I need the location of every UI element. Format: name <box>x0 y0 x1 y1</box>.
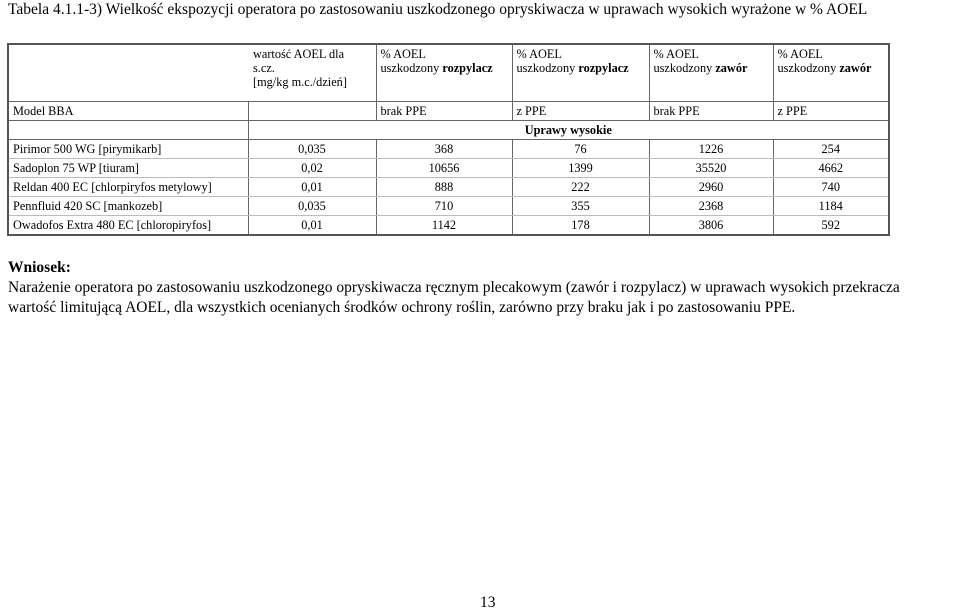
header-col-2 <box>512 44 649 102</box>
header-col-4-line1: % AOEL <box>777 47 823 61</box>
model-label: Model BBA <box>8 102 248 121</box>
aoel-value: 0,02 <box>248 159 376 178</box>
value-cell: 3806 <box>649 216 773 236</box>
aoel-value: 0,035 <box>248 140 376 159</box>
header-col-3-prefix: uszkodzony <box>653 61 716 75</box>
conclusion-line-2: wartość limitującą AOEL, dla wszystkich ocenianych środków ochrony roślin, zarówno przy braku jak i po zastosowaniu PPE. <box>8 299 796 316</box>
value-cell: 254 <box>773 140 889 159</box>
product-name: Sadoplon 75 WP [tiuram] <box>8 159 248 178</box>
value-cell: 1142 <box>376 216 512 236</box>
header-aoel-value <box>248 44 376 102</box>
section-title: Uprawy wysokie <box>248 121 889 140</box>
header-aoel-line1: wartość AOEL dla <box>253 47 345 61</box>
value-cell: 178 <box>512 216 649 236</box>
product-name: Pennfluid 420 SC [mankozeb] <box>8 197 248 216</box>
value-cell: 355 <box>512 197 649 216</box>
ppe-label-3: brak PPE <box>649 102 773 121</box>
conclusion-line-1: Narażenie operatora po zastosowaniu uszkodzonego opryskiwacza ręcznym plecakowym (zawór i rozpylacz) w uprawach wysokich przekracza <box>8 279 900 296</box>
header-col-3 <box>649 44 773 102</box>
table-row <box>8 159 889 178</box>
table-row <box>8 197 889 216</box>
header-col-3-part: zawór <box>715 61 748 75</box>
table-row <box>8 216 889 236</box>
ppe-row <box>8 102 889 121</box>
value-cell: 10656 <box>376 159 512 178</box>
value-cell: 368 <box>376 140 512 159</box>
ppe-label-2: z PPE <box>512 102 649 121</box>
header-empty-cell <box>8 44 248 102</box>
header-col-3-line1: % AOEL <box>653 47 699 61</box>
header-col-4 <box>773 44 889 102</box>
value-cell: 222 <box>512 178 649 197</box>
ppe-label-1: brak PPE <box>376 102 512 121</box>
section-empty-cell <box>8 121 248 140</box>
value-cell: 592 <box>773 216 889 236</box>
table-row <box>8 140 889 159</box>
header-col-1 <box>376 44 512 102</box>
value-cell: 76 <box>512 140 649 159</box>
value-cell: 1184 <box>773 197 889 216</box>
table-caption: Tabela 4.1.1-3) Wielkość ekspozycji operatora po zastosowaniu uszkodzonego opryskiwacza w uprawach wysokich wyrażone w % AOEL <box>8 1 868 18</box>
exposure-table <box>7 43 890 236</box>
header-col-4-line2 <box>778 61 885 75</box>
value-cell: 35520 <box>649 159 773 178</box>
value-cell: 1226 <box>649 140 773 159</box>
value-cell: 740 <box>773 178 889 197</box>
header-col-3-line2 <box>654 61 769 75</box>
conclusion <box>8 258 960 318</box>
value-cell: 888 <box>376 178 512 197</box>
header-aoel-line3: [mg/kg m.c./dzień] <box>253 75 347 89</box>
aoel-value: 0,01 <box>248 178 376 197</box>
value-cell: 710 <box>376 197 512 216</box>
page-number: 13 <box>480 594 496 611</box>
ppe-label-4: z PPE <box>773 102 889 121</box>
value-cell: 2368 <box>649 197 773 216</box>
header-row <box>8 44 889 102</box>
product-name: Pirimor 500 WG [pirymikarb] <box>8 140 248 159</box>
ppe-empty-cell <box>248 102 376 121</box>
header-col-2-line2 <box>517 61 645 75</box>
conclusion-title: Wniosek: <box>8 259 71 276</box>
aoel-value: 0,01 <box>248 216 376 236</box>
header-col-1-line2 <box>381 61 508 75</box>
header-aoel-line2: s.cz. <box>253 61 275 75</box>
value-cell: 4662 <box>773 159 889 178</box>
product-name: Owadofos Extra 480 EC [chloropiryfos] <box>8 216 248 236</box>
table-row <box>8 178 889 197</box>
header-col-4-prefix: uszkodzony <box>777 61 840 75</box>
header-col-2-part: rozpylacz <box>578 61 629 75</box>
header-col-2-line1: % AOEL <box>516 47 562 61</box>
header-col-2-prefix: uszkodzony <box>516 61 579 75</box>
header-col-1-prefix: uszkodzony <box>380 61 443 75</box>
aoel-value: 0,035 <box>248 197 376 216</box>
value-cell: 1399 <box>512 159 649 178</box>
section-row <box>8 121 889 140</box>
header-col-1-part: rozpylacz <box>442 61 493 75</box>
product-name: Reldan 400 EC [chlorpiryfos metylowy] <box>8 178 248 197</box>
value-cell: 2960 <box>649 178 773 197</box>
header-col-4-part: zawór <box>839 61 872 75</box>
header-col-1-line1: % AOEL <box>380 47 426 61</box>
